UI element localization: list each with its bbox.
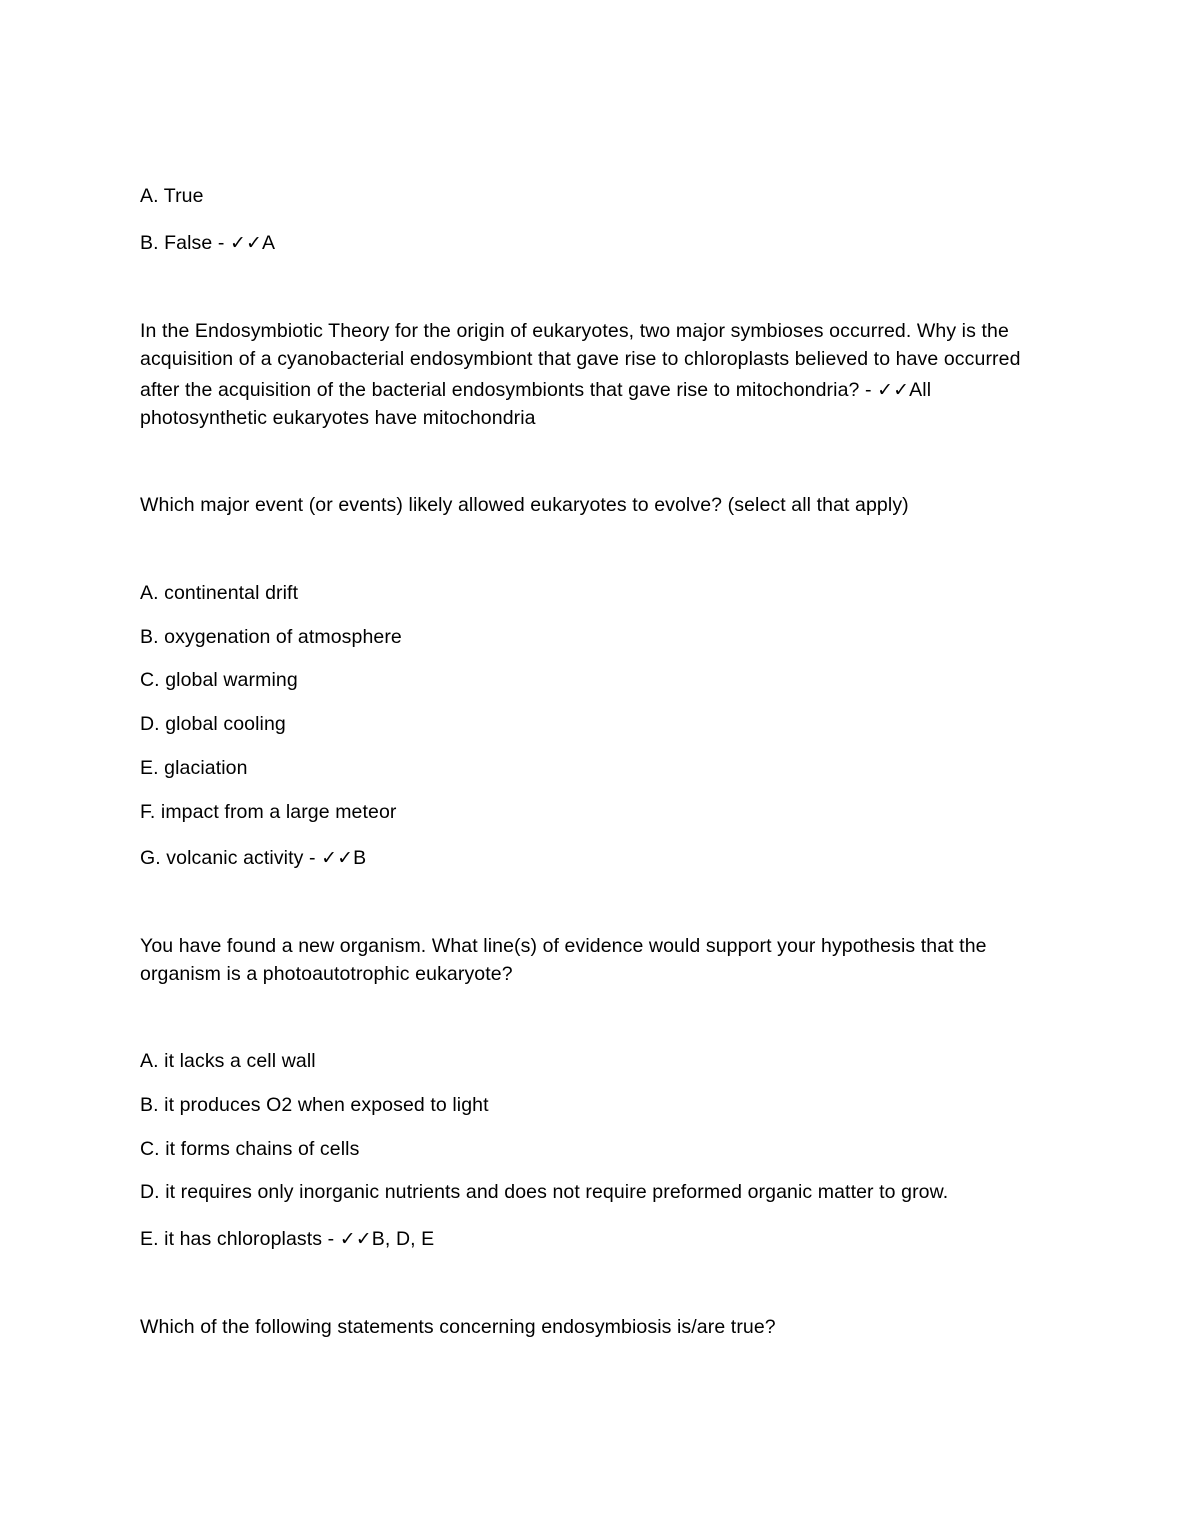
q4-question: Which of the following statements concerning endosymbiosis is/are true?	[140, 1316, 776, 1338]
q3-last-option-answer	[140, 1225, 434, 1253]
q1-answer-part2: photosynthetic eukaryotes have mitochondria	[140, 407, 536, 429]
q3-line-1: You have found a new organism. What line(s) of evidence would support your hypothesis that the	[140, 935, 987, 957]
checkmark-icon: ✓✓	[321, 847, 354, 869]
q2-option: B. oxygenation of atmosphere	[140, 626, 402, 648]
q3-line-2: organism is a photoautotrophic eukaryote?	[140, 963, 513, 985]
q3-option: A. it lacks a cell wall	[140, 1050, 316, 1072]
q3-option: C. it forms chains of cells	[140, 1138, 360, 1160]
q1-line-3	[140, 376, 931, 404]
q1-line-1: In the Endosymbiotic Theory for the origin of eukaryotes, two major symbioses occurred. Why is the	[140, 320, 1009, 342]
q0-option-b-answer	[140, 229, 275, 257]
q1-answer-part1: All	[909, 379, 932, 401]
q2-answer: B	[353, 847, 367, 869]
q1-line-3-text: after the acquisition of the bacterial endosymbionts that gave rise to mitochondria? -	[140, 379, 878, 401]
q2-question: Which major event (or events) likely allowed eukaryotes to evolve? (select all that apply)	[140, 494, 909, 516]
q3-option: D. it requires only inorganic nutrients and does not require preformed organic matter to grow.	[140, 1181, 949, 1203]
q2-last-option-answer	[140, 844, 366, 872]
q0-answer: A	[262, 232, 276, 254]
q3-last-option: E. it has chloroplasts -	[140, 1228, 340, 1250]
q0-option-a: A. True	[140, 185, 204, 207]
q3-answer: B, D, E	[371, 1228, 435, 1250]
checkmark-icon: ✓✓	[229, 232, 263, 254]
q0-option-b: B. False -	[140, 232, 230, 254]
q2-option: F. impact from a large meteor	[140, 801, 397, 823]
checkmark-icon: ✓✓	[877, 379, 910, 401]
q2-option: D. global cooling	[140, 713, 286, 735]
q2-option: C. global warming	[140, 669, 298, 691]
q1-line-2: acquisition of a cyanobacterial endosymbiont that gave rise to chloroplasts believed to have occurred	[140, 348, 1021, 370]
q2-last-option: G. volcanic activity -	[140, 847, 322, 869]
q3-option: B. it produces O2 when exposed to light	[140, 1094, 489, 1116]
q2-option: E. glaciation	[140, 757, 248, 779]
q2-option: A. continental drift	[140, 582, 299, 604]
checkmark-icon: ✓✓	[339, 1228, 372, 1250]
